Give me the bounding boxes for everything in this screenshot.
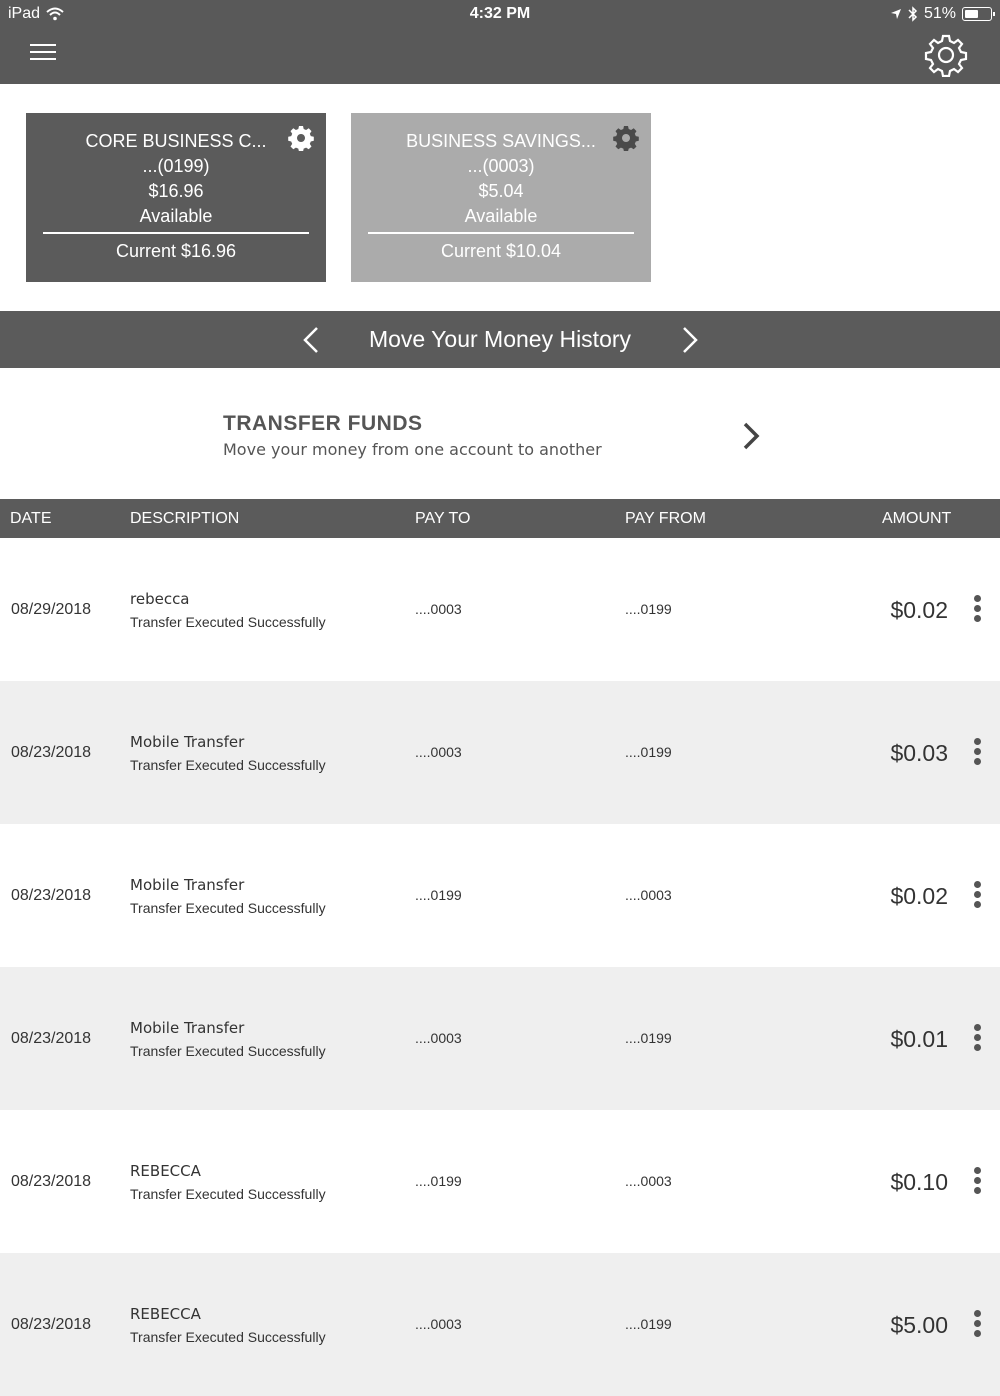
- dot: [974, 748, 981, 755]
- row-status: Transfer Executed Successfully: [130, 1186, 326, 1202]
- row-status: Transfer Executed Successfully: [130, 900, 326, 916]
- transfer-title: TRANSFER FUNDS: [223, 412, 423, 435]
- transfer-subtitle: Move your money from one account to another: [223, 440, 602, 459]
- current-balance: Current $16.96: [115, 241, 237, 261]
- column-header-description[interactable]: DESCRIPTION: [130, 510, 240, 527]
- row-pay-from: ....0199: [625, 601, 672, 617]
- current-balance: Current $10.04: [440, 241, 562, 261]
- row-pay-from: ....0003: [625, 887, 672, 903]
- row-date: 08/23/2018: [11, 1030, 92, 1047]
- menu-button[interactable]: [30, 40, 56, 64]
- more-options-icon[interactable]: [966, 737, 988, 769]
- column-header-date[interactable]: DATE: [10, 510, 52, 527]
- row-pay-from: ....0199: [625, 744, 672, 760]
- dot: [974, 1044, 981, 1051]
- table-row[interactable]: [0, 967, 1000, 1110]
- row-pay-to: ....0003: [415, 1030, 462, 1046]
- row-amount: $0.10: [890, 1169, 948, 1195]
- hamburger-line: [30, 51, 56, 53]
- column-header-pay-from[interactable]: PAY FROM: [625, 510, 706, 527]
- row-amount: $0.02: [890, 597, 948, 623]
- row-pay-to: ....0199: [415, 1173, 462, 1189]
- column-header-pay-to[interactable]: PAY TO: [415, 510, 471, 527]
- dot: [974, 605, 981, 612]
- chevron-right-icon: [737, 420, 765, 452]
- account-settings-gear-icon[interactable]: [288, 125, 314, 151]
- dot: [974, 901, 981, 908]
- transaction-list: [0, 538, 1000, 1396]
- more-options-icon[interactable]: [966, 880, 988, 912]
- battery-percent: 51%: [923, 5, 956, 22]
- dot: [974, 1034, 981, 1041]
- row-date: 08/23/2018: [11, 887, 92, 904]
- column-header-amount[interactable]: AMOUNT: [882, 510, 952, 527]
- dot: [974, 891, 981, 898]
- battery-icon: [962, 7, 992, 21]
- row-amount: $5.00: [890, 1312, 948, 1338]
- carrier-label: iPad: [8, 5, 41, 22]
- account-settings-gear-icon[interactable]: [613, 125, 639, 151]
- dot: [974, 1310, 981, 1317]
- dot: [974, 1167, 981, 1174]
- available-label: Available: [464, 206, 538, 226]
- row-status: Transfer Executed Successfully: [130, 757, 326, 773]
- dot: [974, 595, 981, 602]
- row-description: REBECCA: [130, 1162, 201, 1180]
- row-pay-to: ....0199: [415, 887, 462, 903]
- battery-level: [965, 10, 978, 18]
- top-bar: [0, 0, 1000, 84]
- row-pay-from: ....0003: [625, 1173, 672, 1189]
- hamburger-line: [30, 58, 56, 60]
- row-pay-to: ....0003: [415, 1316, 462, 1332]
- table-row[interactable]: [0, 824, 1000, 967]
- more-options-icon[interactable]: [966, 1166, 988, 1198]
- row-description: Mobile Transfer: [130, 876, 245, 894]
- dot: [974, 758, 981, 765]
- available-label: Available: [139, 206, 213, 226]
- row-status: Transfer Executed Successfully: [130, 1329, 326, 1345]
- row-description: REBECCA: [130, 1305, 201, 1323]
- row-status: Transfer Executed Successfully: [130, 614, 326, 630]
- account-card-checking[interactable]: [26, 113, 326, 282]
- row-date: 08/23/2018: [11, 744, 92, 761]
- dot: [974, 1177, 981, 1184]
- row-description: Mobile Transfer: [130, 1019, 245, 1037]
- available-amount: $5.04: [478, 181, 524, 201]
- account-number: ...(0003): [467, 156, 535, 176]
- settings-button[interactable]: [924, 33, 968, 77]
- row-pay-from: ....0199: [625, 1030, 672, 1046]
- hamburger-icon: [30, 44, 56, 46]
- history-title: Move Your Money History: [368, 326, 632, 352]
- card-divider: [368, 232, 634, 234]
- row-amount: $0.03: [890, 740, 948, 766]
- more-options-icon[interactable]: [966, 1309, 988, 1341]
- account-name: CORE BUSINESS C...: [85, 131, 267, 151]
- transfer-funds-link[interactable]: [0, 369, 1000, 499]
- history-header: [0, 311, 1000, 368]
- clock: 4:32 PM: [469, 5, 531, 22]
- account-card-savings[interactable]: [351, 113, 651, 282]
- status-bar: [0, 0, 1000, 28]
- bluetooth-icon: [908, 6, 918, 22]
- row-pay-to: ....0003: [415, 744, 462, 760]
- dot: [974, 1024, 981, 1031]
- row-date: 08/23/2018: [11, 1173, 92, 1190]
- table-header: [0, 499, 1000, 538]
- available-amount: $16.96: [148, 181, 204, 201]
- account-card-details: [351, 129, 651, 229]
- status-right: [890, 5, 992, 23]
- gear-icon: [926, 36, 966, 76]
- table-row[interactable]: [0, 1253, 1000, 1396]
- dot: [974, 738, 981, 745]
- row-description: rebecca: [130, 590, 190, 608]
- dot: [974, 881, 981, 888]
- row-amount: $0.01: [890, 1026, 948, 1052]
- table-row[interactable]: [0, 1110, 1000, 1253]
- row-date: 08/23/2018: [11, 1316, 92, 1333]
- card-divider: [43, 232, 309, 234]
- dot: [974, 615, 981, 622]
- row-status: Transfer Executed Successfully: [130, 1043, 326, 1059]
- account-number: ...(0199): [142, 156, 210, 176]
- account-card-details: [26, 129, 326, 229]
- dot: [974, 1187, 981, 1194]
- dot: [974, 1320, 981, 1327]
- more-options-icon[interactable]: [966, 594, 988, 626]
- table-row[interactable]: [0, 681, 1000, 824]
- table-row[interactable]: [0, 538, 1000, 681]
- row-amount: $0.02: [890, 883, 948, 909]
- row-pay-from: ....0199: [625, 1316, 672, 1332]
- row-pay-to: ....0003: [415, 601, 462, 617]
- account-name: BUSINESS SAVINGS...: [406, 131, 596, 151]
- location-icon: [890, 8, 902, 20]
- chevron-right-icon[interactable]: [678, 325, 702, 355]
- row-date: 08/29/2018: [11, 601, 92, 618]
- more-options-icon[interactable]: [966, 1023, 988, 1055]
- row-description: Mobile Transfer: [130, 733, 245, 751]
